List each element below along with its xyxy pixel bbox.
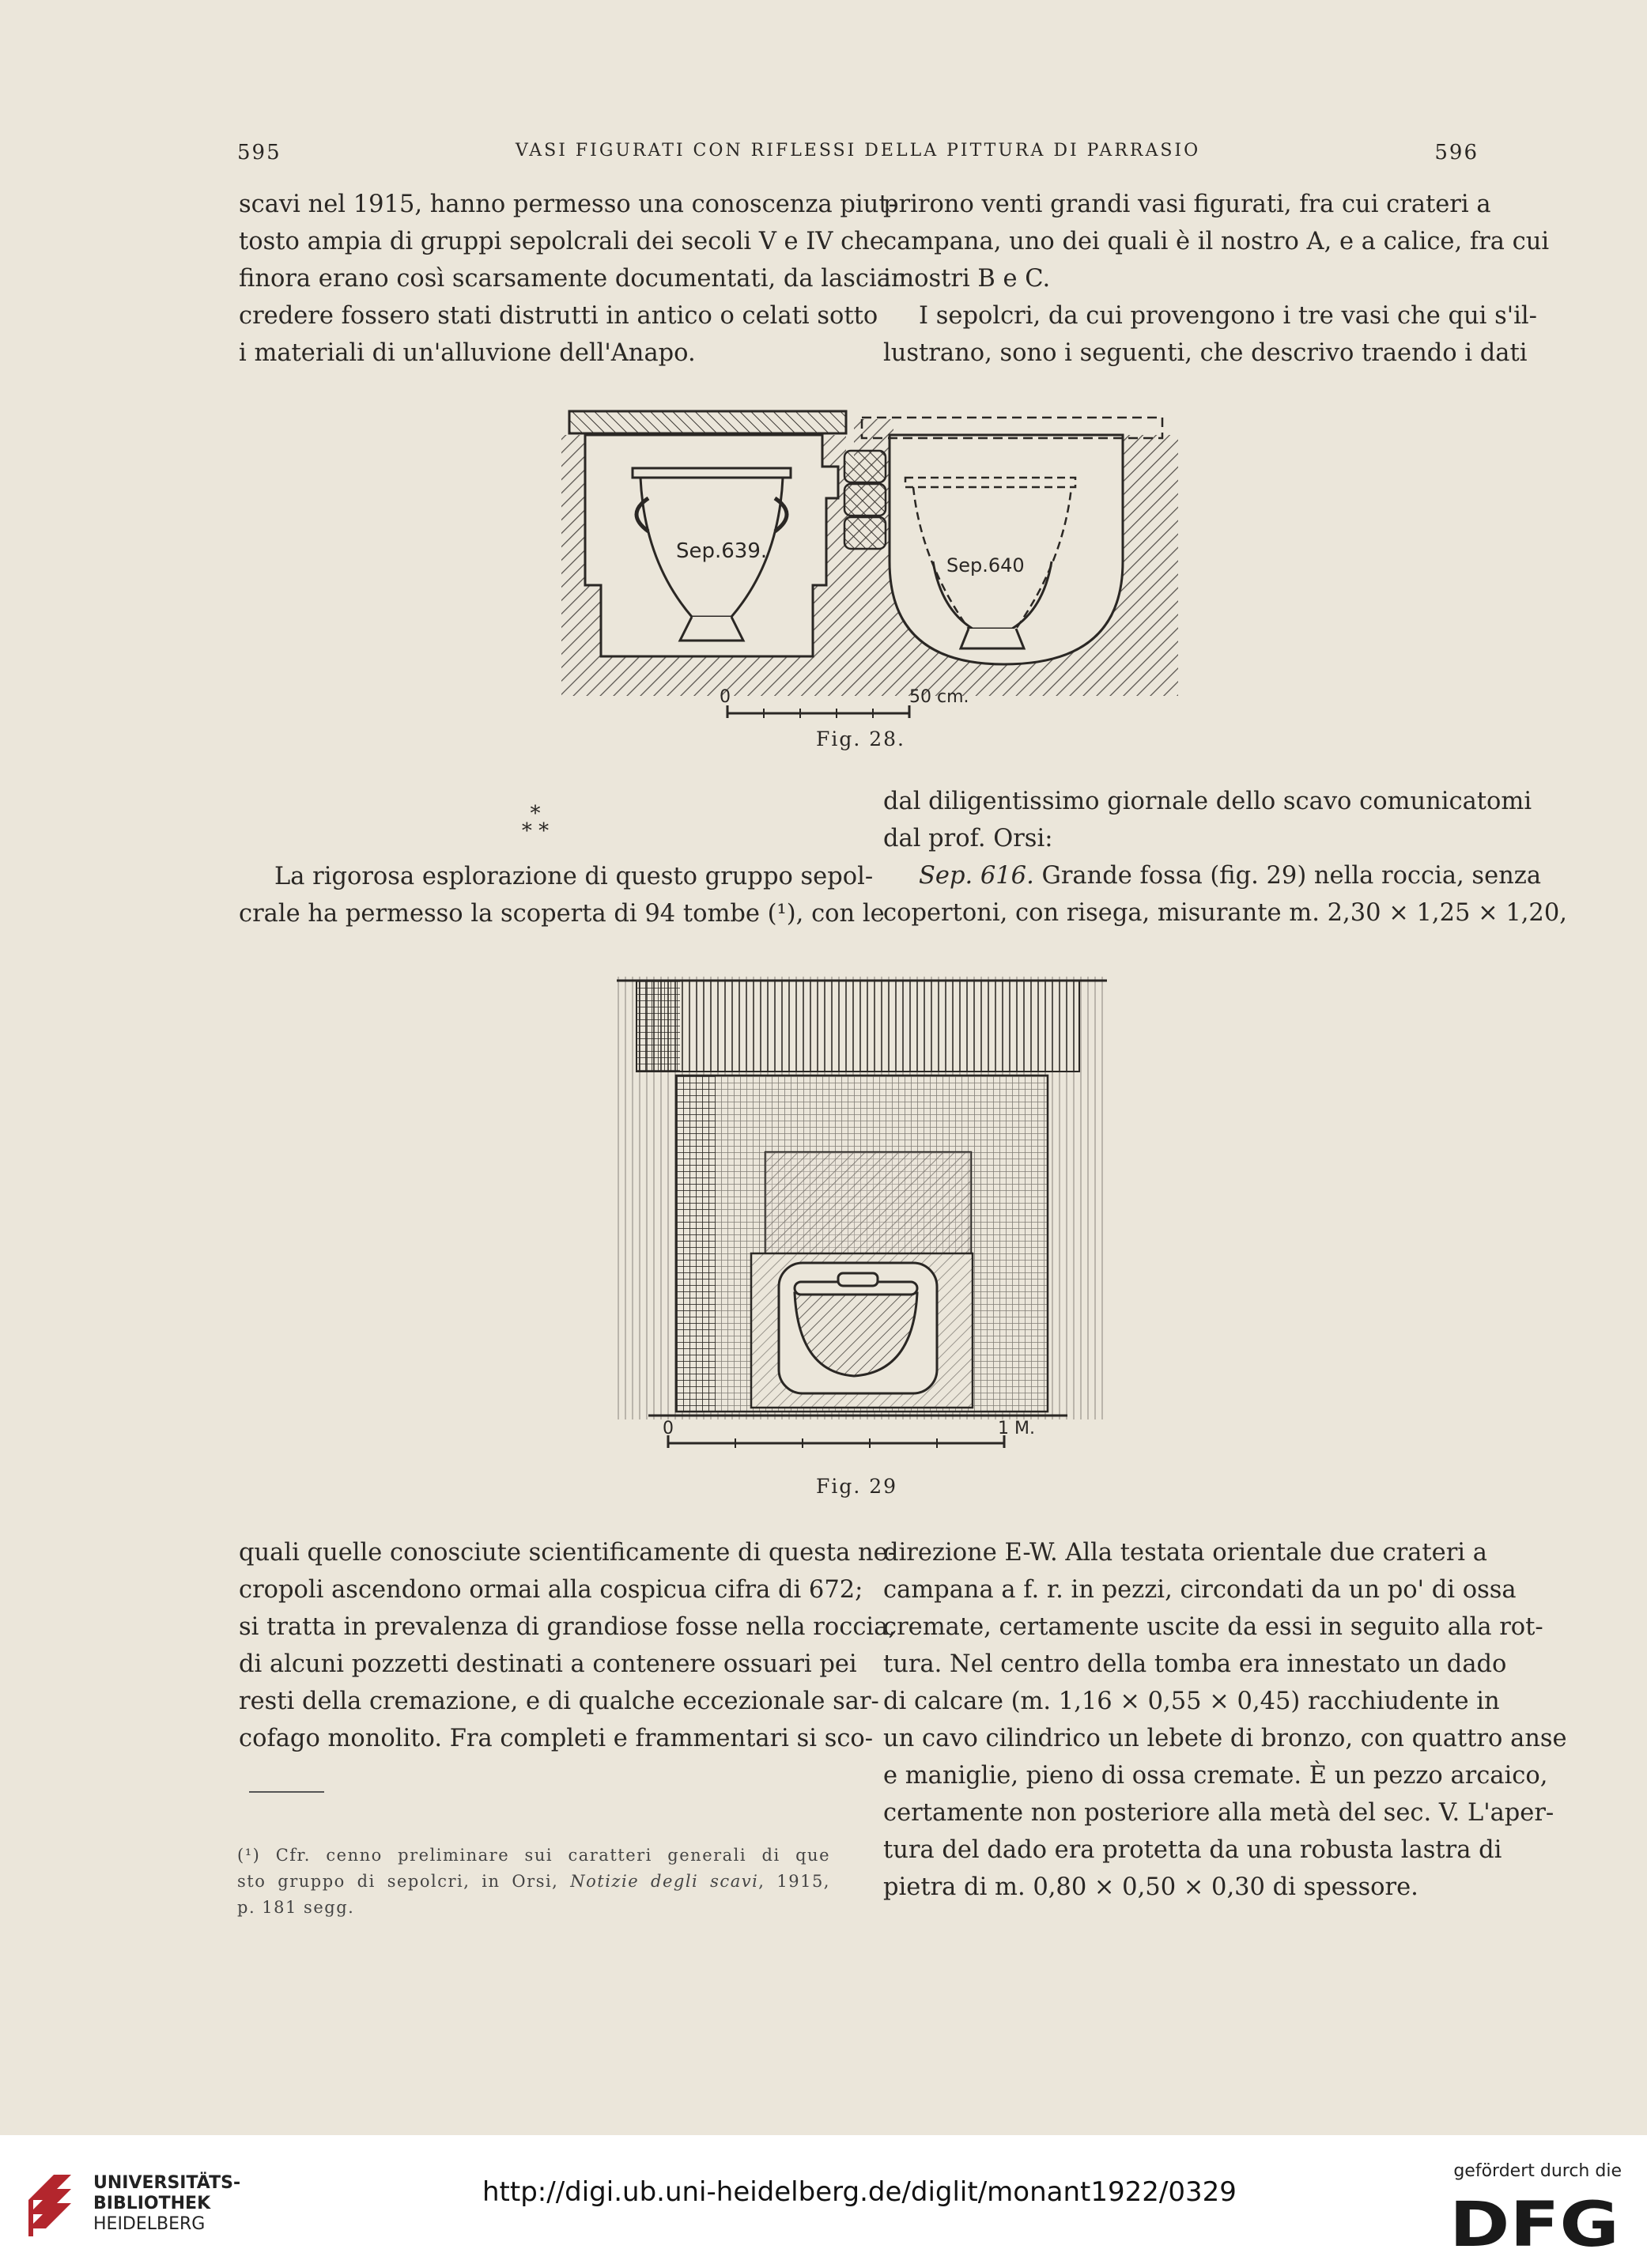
text-line: dal prof. Orsi: bbox=[883, 825, 1053, 852]
asterism-top: * bbox=[530, 802, 541, 826]
page-number-left: 595 bbox=[237, 141, 281, 164]
text-line: cropoli ascendono ormai alla cospicua cifra di 672; bbox=[239, 1576, 863, 1604]
dfg-logo-icon bbox=[1449, 2197, 1623, 2252]
text-line: si tratta in prevalenza di grandiose fosse nella roccia, bbox=[239, 1613, 897, 1641]
figure-29-tomb-section bbox=[601, 969, 1123, 1459]
label-sep-639: Sep.639. bbox=[676, 539, 768, 563]
figure-28-tomb-section bbox=[530, 403, 1178, 728]
text-line: i materiali di un'alluvione dell'Anapo. bbox=[239, 339, 696, 367]
footnote-text: sto gruppo di sepolcri, in Orsi, bbox=[237, 1872, 571, 1891]
asterism bbox=[504, 802, 567, 843]
text-column-mid-left bbox=[239, 858, 885, 932]
text-column-top-left bbox=[239, 186, 903, 372]
text-column-bottom-left bbox=[239, 1534, 897, 1757]
text-line: resti della cremazione, e di qualche eccezionale sar- bbox=[239, 1688, 879, 1715]
dfg-logo-text: DFG bbox=[1449, 2197, 1619, 2252]
text-line: direzione E-W. Alla testata orientale due crateri a bbox=[883, 1539, 1487, 1567]
text-line: e maniglie, pieno di ossa cremate. È un pezzo arcaico, bbox=[883, 1762, 1548, 1790]
text-line: prirono venti grandi vasi figurati, fra cui crateri a bbox=[883, 191, 1491, 218]
text-line: tosto ampia di gruppi sepolcrali dei secoli V e IV che bbox=[239, 228, 884, 255]
sepulchre-label: Sep. 616. bbox=[919, 862, 1034, 890]
footnote-year: , 1915, bbox=[758, 1872, 830, 1891]
document-url-link[interactable]: http://digi.ub.uni-heidelberg.de/diglit/monant1922/0329 bbox=[482, 2176, 1237, 2208]
text-line: I sepolcri, da cui provengono i tre vasi che qui s'il- bbox=[919, 302, 1537, 330]
text-line: i nostri B e C. bbox=[883, 265, 1051, 293]
text-line: tura del dado era protetta da una robusta lastra di bbox=[883, 1836, 1502, 1864]
library-name bbox=[93, 2173, 240, 2235]
page-number-right: 596 bbox=[1434, 141, 1479, 164]
funding-note: gefördert durch die bbox=[1453, 2161, 1622, 2181]
text-line: copertoni, con risega, misurante m. 2,30 × 1,25 × 1,20, bbox=[883, 899, 1567, 927]
text-line: di alcuni pozzetti destinati a contenere ossuari pei bbox=[239, 1650, 857, 1678]
text-column-bottom-right bbox=[883, 1534, 1567, 1906]
library-line-3: HEIDELBERG bbox=[93, 2214, 206, 2234]
library-line-2: BIBLIOTHEK bbox=[93, 2194, 211, 2213]
text-line: di calcare (m. 1,16 × 0,55 × 0,45) racchiudente in bbox=[883, 1688, 1500, 1715]
scale-end-label: 1 M. bbox=[998, 1419, 1035, 1438]
text-line: crale ha permesso la scoperta di 94 tombe (¹), con le bbox=[239, 900, 885, 928]
library-line-1: UNIVERSITÄTS- bbox=[93, 2173, 241, 2193]
text-line: cremate, certamente uscite da essi in seguito alla rot- bbox=[883, 1613, 1543, 1641]
scale-start-label: 0 bbox=[720, 687, 731, 707]
footnote-line bbox=[237, 1869, 830, 1895]
text-line: tura. Nel centro della tomba era innestato un dado bbox=[883, 1650, 1507, 1678]
scale-end-label: 50 cm. bbox=[909, 687, 969, 707]
text-column-mid-right bbox=[883, 783, 1567, 932]
text-line: pietra di m. 0,80 × 0,50 × 0,30 di spessore. bbox=[883, 1873, 1418, 1901]
footnote-rule bbox=[249, 1791, 324, 1793]
text-line: scavi nel 1915, hanno permesso una conoscenza piut- bbox=[239, 191, 897, 218]
text-line: finora erano così scarsamente documentati, da lasciar bbox=[239, 265, 903, 293]
text-line: campana a f. r. in pezzi, circondati da un po' di ossa bbox=[883, 1576, 1517, 1604]
footnote-line: p. 181 segg. bbox=[237, 1898, 355, 1917]
text-line: lustrano, sono i seguenti, che descrivo traendo i dati bbox=[883, 339, 1528, 367]
text-line: credere fossero stati distrutti in antico o celati sotto bbox=[239, 302, 878, 330]
running-title: VASI FIGURATI CON RIFLESSI DELLA PITTURA DI PARRASIO bbox=[515, 141, 1201, 161]
scale-start-label: 0 bbox=[663, 1419, 674, 1438]
text-line: certamente non posteriore alla metà del sec. V. L'aper- bbox=[883, 1799, 1554, 1827]
figure-28-caption: Fig. 28. bbox=[816, 728, 905, 750]
text-line: quali quelle conosciute scientificamente di questa ne- bbox=[239, 1539, 897, 1567]
text-line: dal diligentissimo giornale dello scavo comunicatomi bbox=[883, 788, 1532, 815]
running-head bbox=[237, 141, 1479, 172]
journal-title: Notizie degli scavi bbox=[570, 1872, 759, 1891]
text-line: un cavo cilindrico un lebete di bronzo, con quattro anse bbox=[883, 1725, 1567, 1752]
label-sep-640: Sep.640 bbox=[946, 554, 1025, 576]
text-line: La rigorosa esplorazione di questo gruppo sepol- bbox=[274, 863, 874, 890]
footnote-line: (¹) Cfr. cenno preliminare sui caratteri generali di que bbox=[237, 1846, 830, 1865]
footnote bbox=[237, 1843, 830, 1921]
sepulchre-text: Grande fossa (fig. 29) nella roccia, senza bbox=[1033, 862, 1542, 890]
text-line bbox=[883, 857, 1542, 894]
university-library-logo-icon bbox=[22, 2168, 77, 2240]
figure-29-caption: Fig. 29 bbox=[816, 1475, 898, 1498]
asterism-bottom: * * bbox=[521, 819, 550, 843]
text-line: campana, uno dei quali è il nostro A, e a calice, fra cui bbox=[883, 228, 1550, 255]
text-column-top-right bbox=[883, 186, 1550, 372]
text-line: cofago monolito. Fra completi e frammentari si sco- bbox=[239, 1725, 874, 1752]
